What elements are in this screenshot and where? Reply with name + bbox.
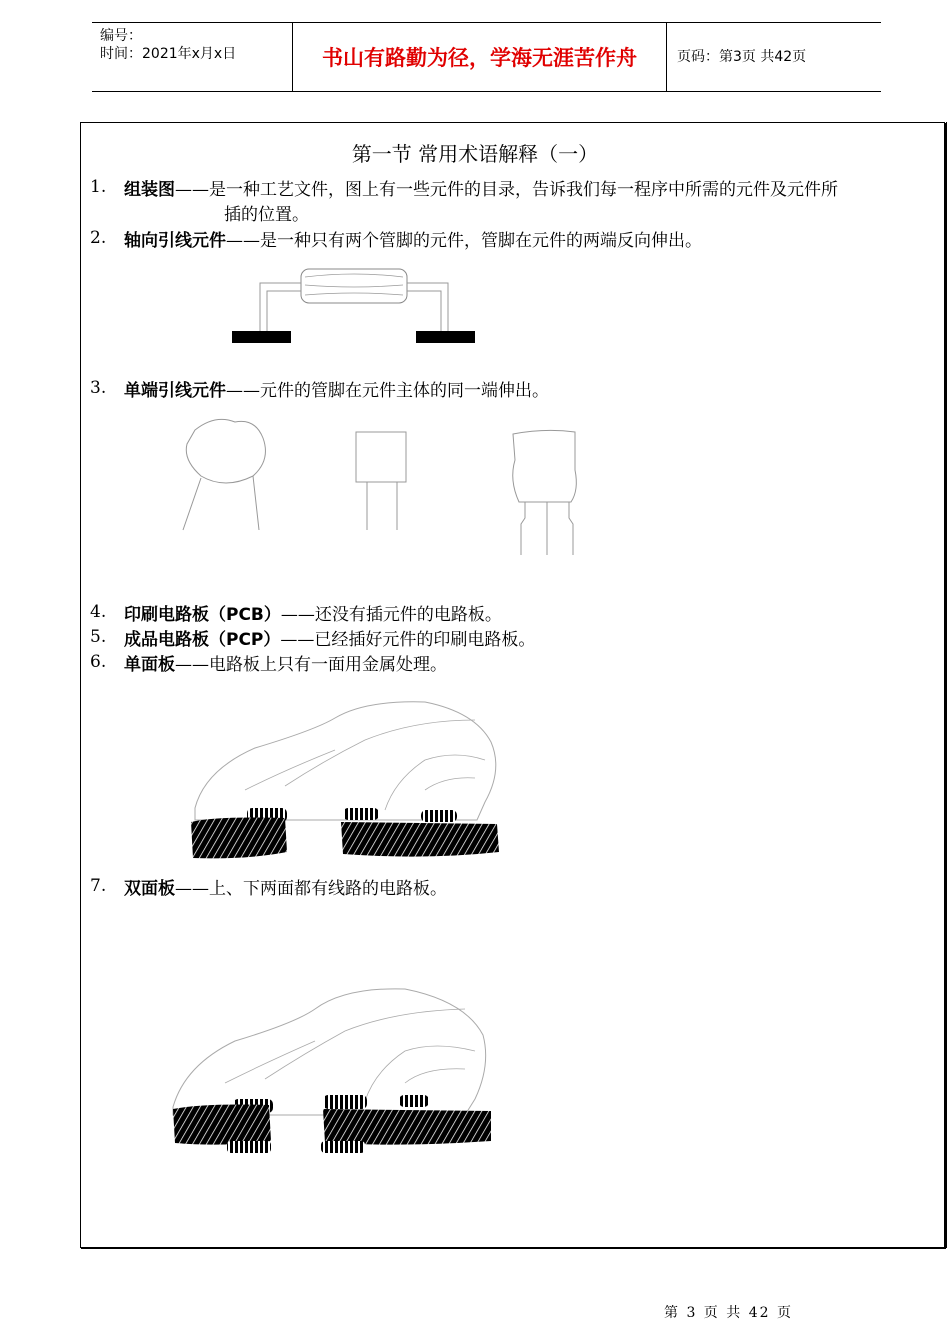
axial-lead-component-icon <box>225 265 485 350</box>
term-name: 单端引线元件 <box>124 381 226 401</box>
list-item <box>124 177 939 203</box>
term-name: 单面板 <box>124 655 175 675</box>
item-number: 3. <box>90 378 107 398</box>
header-motto: 书山有路勤为径，学海无涯苦作舟 <box>322 46 637 70</box>
item-number: 4. <box>90 602 107 622</box>
term-name: 成品电路板（PCP） <box>124 630 281 650</box>
section-title: 第一节 常用术语解释（一） <box>351 142 599 166</box>
header-page-cell <box>667 23 881 91</box>
single-sided-board-icon <box>185 690 505 865</box>
term-description: ——已经插好元件的印刷电路板。 <box>280 630 536 650</box>
term-description: ——电路板上只有一面用金属处理。 <box>175 655 447 675</box>
document-header <box>92 22 881 92</box>
header-page-info: 页码：第3页 共42页 <box>677 49 807 65</box>
document-date: 时间：2021年x月x日 <box>100 46 237 62</box>
term-description: ——是一种只有两个管脚的元件，管脚在元件的两端反向伸出。 <box>226 231 702 251</box>
double-sided-board-icon <box>165 975 505 1165</box>
frame-shadow-edge <box>946 122 947 1248</box>
term-name: 印刷电路板（PCB） <box>124 605 281 625</box>
term-name: 双面板 <box>124 879 175 899</box>
list-item <box>124 627 535 653</box>
term-description: ——上、下两面都有线路的电路板。 <box>175 879 447 899</box>
item-number: 7. <box>90 876 107 896</box>
single-ended-component-icons <box>175 410 595 560</box>
list-item <box>124 378 549 404</box>
document-id-label: 编号： <box>100 28 142 44</box>
item-number: 6. <box>90 652 107 672</box>
term-name: 轴向引线元件 <box>124 231 226 251</box>
list-item <box>124 876 447 902</box>
term-description: ——是一种工艺文件，图上有一些元件的目录，告诉我们每一程序中所需的元件及元件所 <box>175 180 838 200</box>
item-number: 5. <box>90 627 107 647</box>
list-item <box>124 652 447 678</box>
list-item <box>124 228 702 254</box>
header-left-cell <box>92 23 292 91</box>
list-item <box>124 602 502 628</box>
item-number: 2. <box>90 228 107 248</box>
term-name: 组装图 <box>124 180 175 200</box>
term-description: ——元件的管脚在元件主体的同一端伸出。 <box>226 381 549 401</box>
header-motto-cell <box>292 23 667 91</box>
page-footer: 第 3 页 共 42 页 <box>664 1305 793 1321</box>
term-description: ——还没有插元件的电路板。 <box>280 605 502 625</box>
term-description-continued: 插的位置。 <box>224 205 309 225</box>
item-number: 1. <box>90 177 107 197</box>
